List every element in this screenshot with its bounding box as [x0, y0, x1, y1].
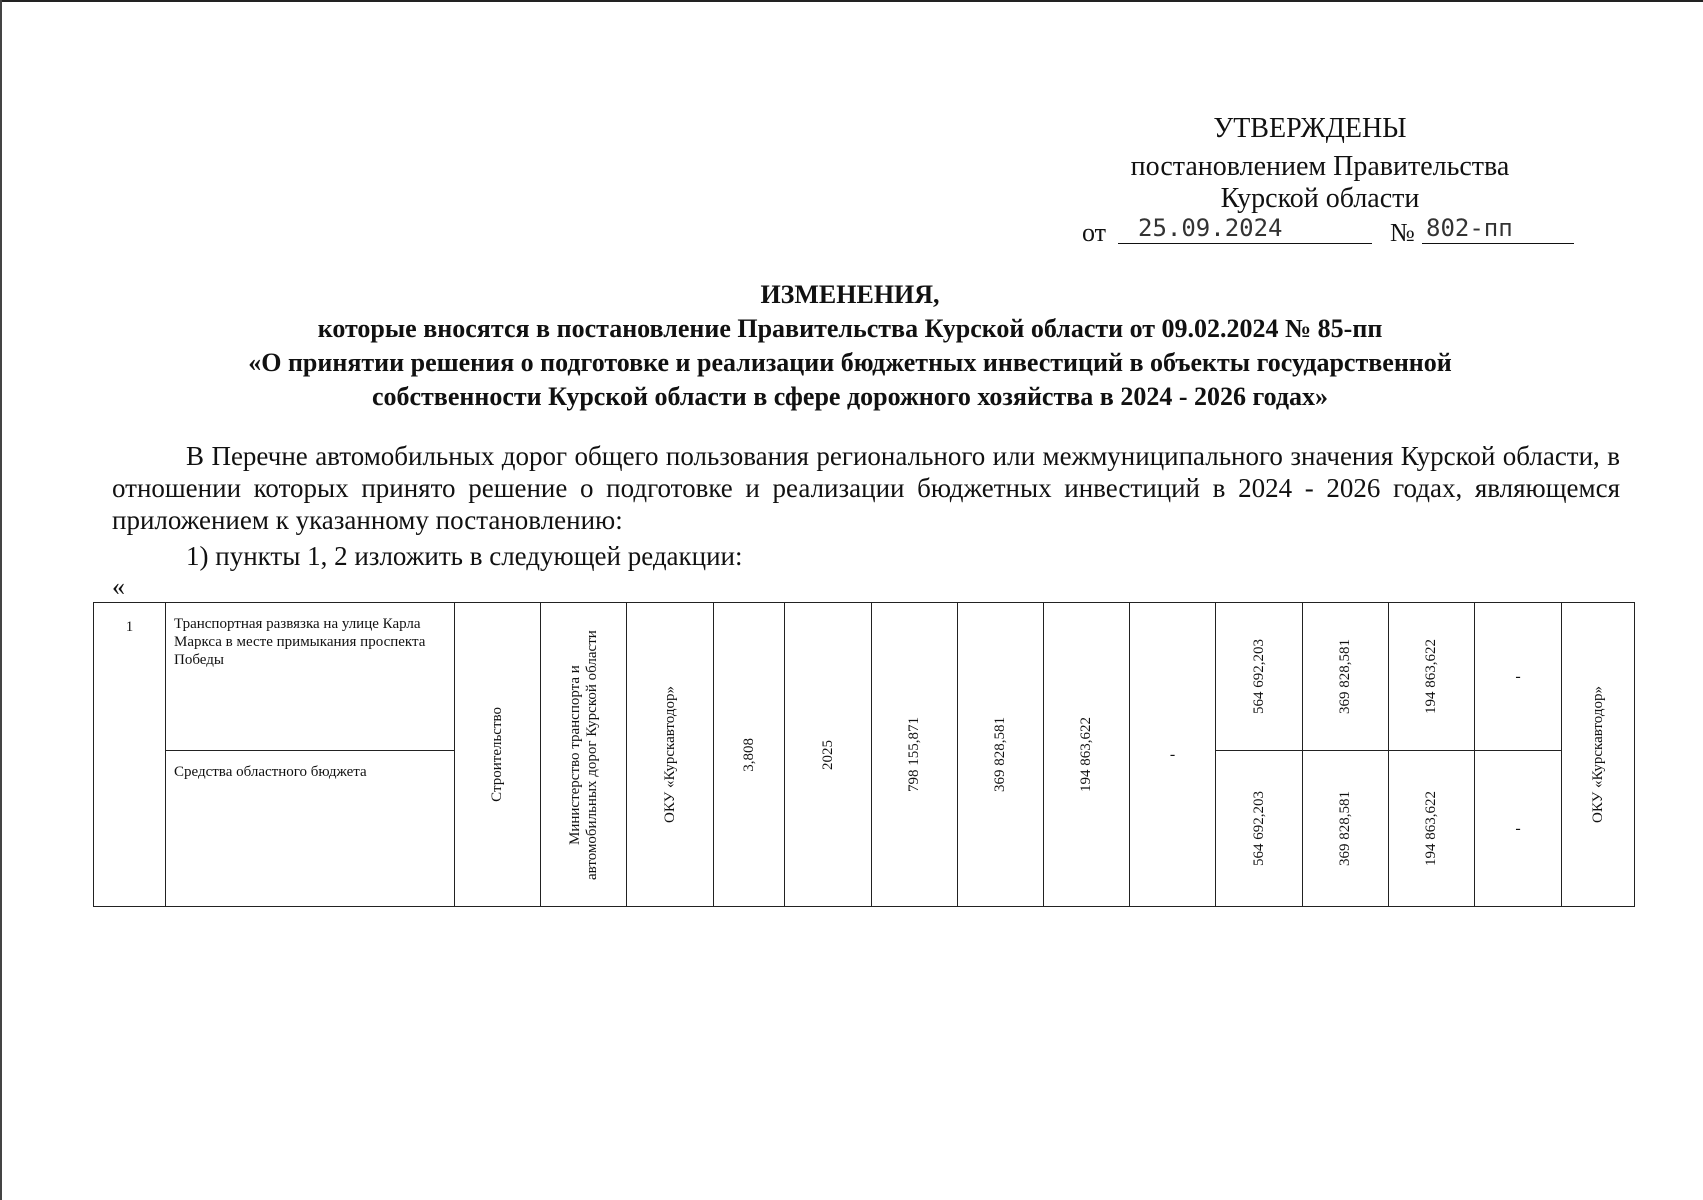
body-paragraph: В Перечне автомобильных дорог общего пользования регионального или межмуниципального значения Курской области, в отношении которых принято решение о подготовке и реализации бюджетных инвестиций в 2024 - 2026 годах, являющемся приложением к указанному постановлению: [112, 441, 1620, 535]
date-field: 25.09.2024 [1118, 214, 1372, 244]
table-cell-alloc-total-bottom [1216, 751, 1303, 907]
ministry-text: Министерство транспорта и автомобильных дорог Курской области [566, 629, 600, 880]
table-cell-alloc-2024-top [1303, 603, 1389, 751]
approval-line-2: Курской области [1220, 183, 1420, 214]
document-subtitle-line-3: собственности Курской области в сфере дорожного хозяйства в 2024 - 2026 годах» [371, 382, 1329, 411]
table-cell-cost-2024 [958, 603, 1044, 907]
table-cell-developer [1562, 603, 1635, 907]
page-edge-left [0, 0, 2, 1200]
table-cell-funding-source: Средства областного бюджета [166, 751, 455, 907]
alloc-2024-top-text: 369 828,581 [1337, 639, 1353, 714]
cost-2024-text: 369 828,581 [992, 717, 1008, 792]
number-prefix: № [1390, 218, 1415, 247]
developer-text: ОКУ «Курскавтодор» [1589, 686, 1606, 823]
length-text: 3,808 [740, 737, 757, 772]
document-subtitle-line-1: которые вносятся в постановление Правительства Курской области от 09.02.2024 № 85-пп [317, 314, 1383, 343]
alloc-2024-bottom-text: 369 828,581 [1337, 791, 1353, 866]
roads-table [93, 602, 1635, 907]
table-cell-alloc-2026-bottom: - [1475, 751, 1562, 907]
table-cell-alloc-2025-top [1389, 603, 1475, 751]
table-cell-row-number: 1 [94, 603, 166, 907]
document-title: ИЗМЕНЕНИЯ, [760, 280, 940, 309]
page-edge-top [0, 0, 1703, 2]
list-item-1: 1) пункты 1, 2 изложить в следующей редакции: [186, 541, 743, 571]
work-type-text: Строительство [489, 707, 505, 802]
table-cell-alloc-total-top [1216, 603, 1303, 751]
table-cell-length [714, 603, 785, 907]
table-cell-ministry [541, 603, 627, 907]
table-cell-total-cost [872, 603, 958, 907]
date-prefix: от [1082, 218, 1107, 247]
approval-title: УТВЕРЖДЕНЫ [1213, 113, 1407, 144]
table-cell-object-name: Транспортная развязка на улице Карла Маркса в месте примыкания проспекта Победы [166, 603, 455, 751]
table-cell-alloc-2025-bottom [1389, 751, 1475, 907]
table-cell-alloc-2026-top: - [1475, 603, 1562, 751]
table-cell-work-type [455, 603, 541, 907]
table-cell-cost-2025 [1044, 603, 1130, 907]
table-cell-customer [627, 603, 714, 907]
opening-quote-mark: « [112, 572, 125, 601]
customer-text: ОКУ «Курскавтодор» [661, 686, 678, 823]
approval-line-1: постановлением Правительства [1130, 151, 1510, 182]
table-cell-alloc-2024-bottom [1303, 751, 1389, 907]
alloc-2025-top-text: 194 863,622 [1423, 639, 1439, 714]
document-subtitle-line-2: «О принятии решения о подготовке и реализации бюджетных инвестиций в объекты государственной [248, 348, 1452, 377]
alloc-2025-bottom-text: 194 863,622 [1423, 791, 1439, 866]
year-text: 2025 [819, 739, 836, 770]
alloc-total-bottom-text: 564 692,203 [1250, 791, 1267, 866]
number-field: 802-пп [1422, 214, 1574, 244]
table-cell-year [785, 603, 872, 907]
alloc-total-top-text: 564 692,203 [1250, 639, 1267, 714]
cost-2025-text: 194 863,622 [1078, 717, 1094, 792]
table-cell-cost-2026: - [1130, 603, 1216, 907]
total-cost-text: 798 155,871 [906, 717, 922, 792]
